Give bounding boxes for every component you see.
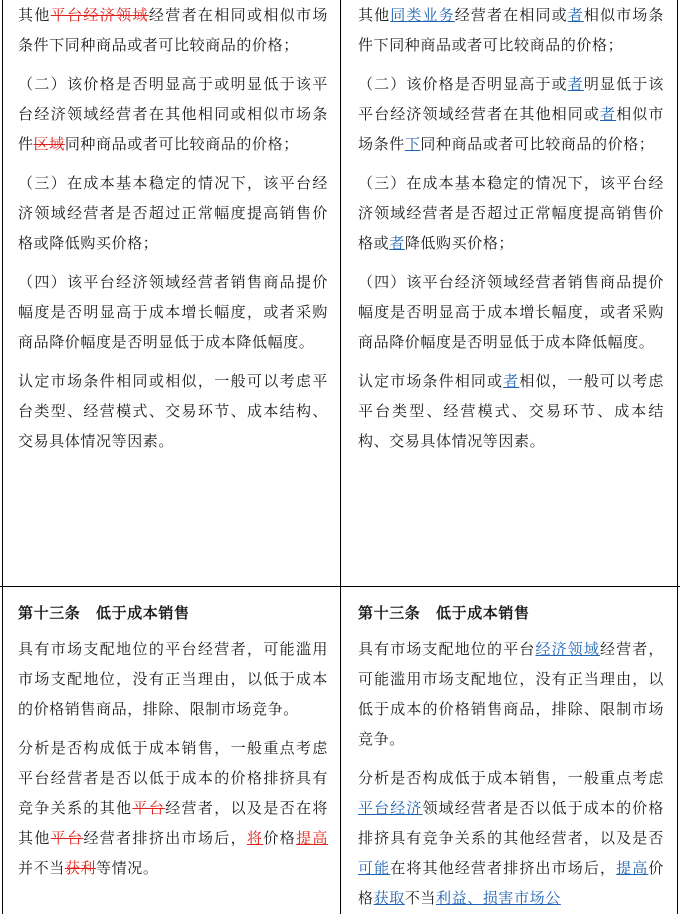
text-run: 经营者在相同或相似市场条件下同种商品或者可比较商品的价格；: [18, 6, 328, 54]
text-run: （三）在成本基本稳定的情况下，该平台经济领域经营者是否超过正常幅度提高销售价格或: [358, 174, 664, 252]
cell-left-top: [18, 0, 328, 584]
deleted-text: 平台: [132, 799, 166, 817]
text-run: （三）在成本基本稳定的情况下，该平台经济领域经营者是否超过正常幅度提高销售价格或降低购买价格；: [18, 174, 328, 252]
text-run: 具有市场支配地位的平台经营者，可能滥用市场支配地位，没有正当理由，以低于成本的价格销售商品，排除、限制市场竞争。: [18, 640, 328, 718]
inserted-text: 者: [389, 234, 405, 252]
inserted-text: 下: [404, 135, 421, 153]
text-run: 明显低于该平台经济领域经营者在其他相同或: [358, 75, 664, 123]
text-run: 经营者排挤出市场后，: [83, 829, 247, 847]
text-run: 认定市场条件相同或相似，一般可以考虑平台类型、经营模式、交易环节、成本结构、交易具体情况等因素。: [18, 372, 328, 450]
table-border-right: [677, 0, 678, 914]
inserted-text: 提高: [296, 829, 328, 847]
text-run: （二）该价格是否明显高于或: [358, 75, 568, 93]
text-run: 并不当: [18, 859, 65, 877]
inserted-text: 提高: [616, 859, 649, 877]
text-run: 同种商品或者可比较商品的价格；: [64, 135, 299, 153]
text-run: （二）该价格是否明显高于或明显低于该平台经济领域经营者在其他相同或相似市场条件: [18, 75, 328, 153]
text-run: 价格: [263, 829, 297, 847]
left-bottom-paragraph-2: [18, 733, 328, 883]
left-top-paragraph-5: [18, 366, 328, 456]
text-run: （四）该平台经济领域经营者销售商品提价幅度是否明显高于成本增长幅度，或者采购商品降价幅度是否明显低于成本降低幅度。: [18, 273, 328, 351]
deleted-text: 平台经济领域: [50, 6, 149, 24]
text-run: 不当: [404, 889, 437, 907]
text-run: 经营者，可能滥用市场支配地位，没有正当理由，以低于成本的价格销售商品，排除、限制市场竞争。: [358, 640, 664, 748]
text-run: 其他: [358, 6, 391, 24]
inserted-text: 利益、损害市场公: [436, 889, 561, 907]
text-run: 价格: [358, 859, 664, 907]
text-run: 分析是否构成低于成本销售，一般重点考虑平台经营者是否以低于成本的价格排挤具有竞争关系的其他: [18, 739, 328, 817]
table-column-divider: [340, 0, 341, 914]
right-top-paragraph-1: [358, 0, 664, 60]
left-bottom-paragraph-1: [18, 634, 328, 724]
cell-right-bottom: [358, 598, 664, 914]
cell-right-top: [358, 0, 664, 584]
text-run: （四）该平台经济领域经营者销售商品提价幅度是否明显高于成本增长幅度，或者采购商品降价幅度是否明显低于成本降低幅度。: [358, 273, 664, 351]
text-run: 具有市场支配地位的平台: [358, 640, 536, 658]
text-run: 分析是否构成低于成本销售，一般重点考虑: [358, 769, 664, 787]
inserted-text: 同类业务: [390, 6, 455, 24]
deleted-text: 平台: [50, 829, 84, 847]
text-run: 认定市场条件相同或: [358, 372, 504, 390]
inserted-text: 获取: [373, 889, 405, 907]
text-run: 经营者在相同或: [454, 6, 568, 24]
inserted-text: 者: [503, 372, 520, 390]
left-top-paragraph-4: [18, 267, 328, 357]
deleted-text: 获利: [64, 859, 97, 877]
table-border-left: [2, 0, 3, 914]
right-bottom-paragraph-1: [358, 634, 664, 754]
text-run: 等情况。: [96, 859, 159, 877]
text-run: 相似市场条件: [358, 105, 664, 153]
left-top-paragraph-3: [18, 168, 328, 258]
text-run: 降低购买价格；: [404, 234, 515, 252]
inserted-text: 可能: [358, 859, 391, 877]
cell-left-bottom: [18, 598, 328, 914]
table-row-divider: [0, 586, 680, 587]
inserted-text: 平台经济: [358, 799, 423, 817]
right-top-paragraph-4: [358, 267, 664, 357]
right-top-paragraph-5: [358, 366, 664, 456]
text-run: 其他: [18, 6, 51, 24]
text-run: 相似市场条件下同种商品或者可比较商品的价格；: [358, 6, 664, 54]
left-top-paragraph-1: [18, 0, 328, 60]
right-bottom-paragraph-2: [358, 763, 664, 913]
inserted-text: 者: [599, 105, 617, 123]
text-run: 经营者，以及是否在将其他: [18, 799, 328, 847]
inserted-text: 经济领域: [535, 640, 600, 658]
right-top-paragraph-2: [358, 69, 664, 159]
left-article-heading: 第十三条 低于成本销售: [18, 604, 190, 622]
text-run: 同种商品或者可比较商品的价格；: [420, 135, 655, 153]
text-run: 领域经营者是否以低于成本的价格排挤具有竞争关系的其他经营者，以及是否: [358, 799, 664, 847]
right-article-heading: 第十三条 低于成本销售: [358, 604, 530, 622]
inserted-text: 者: [567, 75, 584, 93]
text-run: 相似，一般可以考虑平台类型、经营模式、交易环节、成本结构、交易具体情况等因素。: [358, 372, 664, 450]
inserted-text: 者: [567, 6, 584, 24]
left-top-paragraph-2: [18, 69, 328, 159]
text-run: 在将其他经营者排挤出市场后，: [390, 859, 617, 877]
right-top-paragraph-3: [358, 168, 664, 258]
inserted-text: 将: [246, 829, 264, 847]
deleted-text: 区域: [33, 135, 65, 153]
